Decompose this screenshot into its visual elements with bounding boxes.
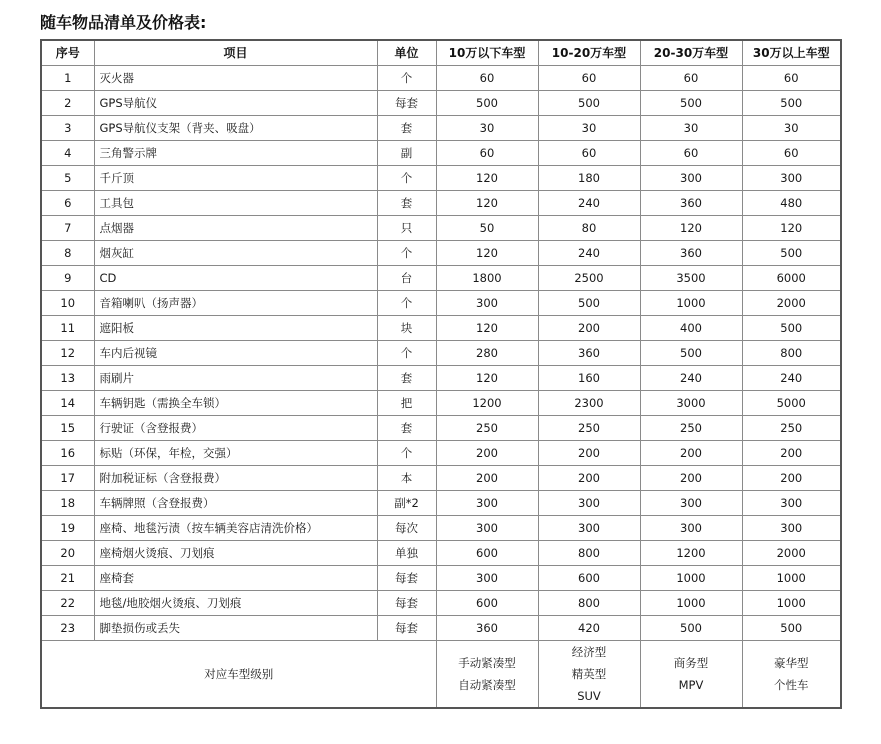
table-row	[41, 416, 841, 441]
table-row	[41, 391, 841, 416]
cell-price-tier-2: 30	[538, 116, 640, 141]
cell-no: 18	[41, 491, 94, 516]
cell-no: 15	[41, 416, 94, 441]
cell-no: 1	[41, 66, 94, 91]
cell-price-tier-3: 360	[640, 191, 742, 216]
cell-price-tier-3: 300	[640, 166, 742, 191]
cell-price-tier-4: 2000	[742, 541, 841, 566]
cell-price-tier-1: 120	[436, 316, 538, 341]
cell-price-tier-2: 240	[538, 241, 640, 266]
cell-price-tier-2: 420	[538, 616, 640, 641]
cell-price-tier-1: 360	[436, 616, 538, 641]
cell-price-tier-1: 280	[436, 341, 538, 366]
cell-price-tier-4: 300	[742, 491, 841, 516]
cell-price-tier-3: 500	[640, 91, 742, 116]
cell-price-tier-3: 200	[640, 466, 742, 491]
cell-price-tier-1: 120	[436, 241, 538, 266]
cell-price-tier-2: 2300	[538, 391, 640, 416]
cell-price-tier-1: 120	[436, 366, 538, 391]
cell-price-tier-3: 360	[640, 241, 742, 266]
cell-price-tier-4: 1000	[742, 591, 841, 616]
cell-item: 脚垫损伤或丢失	[94, 616, 377, 641]
cell-unit: 套	[377, 191, 436, 216]
cell-no: 13	[41, 366, 94, 391]
cell-unit: 只	[377, 216, 436, 241]
cell-no: 4	[41, 141, 94, 166]
cell-unit: 单独	[377, 541, 436, 566]
cell-price-tier-4: 250	[742, 416, 841, 441]
cell-price-tier-2: 300	[538, 491, 640, 516]
cell-item: 音箱喇叭（扬声器）	[94, 291, 377, 316]
cell-price-tier-4: 500	[742, 241, 841, 266]
cell-price-tier-4: 500	[742, 91, 841, 116]
cell-price-tier-1: 500	[436, 91, 538, 116]
cell-item: 遮阳板	[94, 316, 377, 341]
cell-no: 3	[41, 116, 94, 141]
cell-price-tier-2: 180	[538, 166, 640, 191]
cell-price-tier-4: 2000	[742, 291, 841, 316]
cell-item: GPS导航仪支架（背夹、吸盘）	[94, 116, 377, 141]
cell-price-tier-1: 300	[436, 291, 538, 316]
cell-item: 座椅烟火烫痕、刀划痕	[94, 541, 377, 566]
cell-price-tier-3: 3000	[640, 391, 742, 416]
header-tier-1: 10万以下车型	[436, 40, 538, 66]
cell-no: 9	[41, 266, 94, 291]
cell-item: 烟灰缸	[94, 241, 377, 266]
cell-no: 17	[41, 466, 94, 491]
cell-unit: 每套	[377, 566, 436, 591]
cell-price-tier-1: 300	[436, 566, 538, 591]
cell-item: 车内后视镜	[94, 341, 377, 366]
cell-unit: 个	[377, 241, 436, 266]
cell-item: 地毯/地胶烟火烫痕、刀划痕	[94, 591, 377, 616]
cell-unit: 个	[377, 441, 436, 466]
cell-item: 座椅、地毯污渍（按车辆美容店清洗价格）	[94, 516, 377, 541]
cell-price-tier-1: 50	[436, 216, 538, 241]
cell-price-tier-1: 250	[436, 416, 538, 441]
cell-price-tier-2: 200	[538, 441, 640, 466]
cell-price-tier-2: 500	[538, 91, 640, 116]
footer-tier-2	[538, 641, 640, 709]
cell-price-tier-1: 120	[436, 166, 538, 191]
cell-unit: 套	[377, 416, 436, 441]
table-row	[41, 366, 841, 391]
table-row	[41, 316, 841, 341]
price-table	[40, 39, 842, 709]
header-no: 序号	[41, 40, 94, 66]
cell-price-tier-2: 160	[538, 366, 640, 391]
header-tier-3: 20-30万车型	[640, 40, 742, 66]
cell-price-tier-2: 80	[538, 216, 640, 241]
cell-unit: 个	[377, 291, 436, 316]
table-row	[41, 291, 841, 316]
cell-no: 8	[41, 241, 94, 266]
footer-tier-3-line: MPV	[678, 678, 704, 692]
cell-item: 千斤顶	[94, 166, 377, 191]
cell-item: 车辆牌照（含登报费）	[94, 491, 377, 516]
cell-price-tier-4: 300	[742, 166, 841, 191]
cell-price-tier-4: 120	[742, 216, 841, 241]
table-row	[41, 566, 841, 591]
cell-price-tier-4: 60	[742, 66, 841, 91]
cell-price-tier-4: 200	[742, 441, 841, 466]
footer-tier-2-line: 精英型	[571, 667, 607, 681]
cell-price-tier-1: 600	[436, 591, 538, 616]
table-row	[41, 266, 841, 291]
cell-price-tier-3: 1000	[640, 591, 742, 616]
footer-tier-3-line: 商务型	[673, 656, 709, 670]
table-row	[41, 516, 841, 541]
table-row	[41, 191, 841, 216]
footer-tier-4	[742, 641, 841, 709]
table-row	[41, 491, 841, 516]
cell-no: 16	[41, 441, 94, 466]
footer-tier-1-line: 手动紧凑型	[458, 656, 516, 670]
cell-unit: 把	[377, 391, 436, 416]
cell-price-tier-4: 240	[742, 366, 841, 391]
cell-price-tier-2: 2500	[538, 266, 640, 291]
cell-item: 灭火器	[94, 66, 377, 91]
cell-no: 5	[41, 166, 94, 191]
cell-price-tier-2: 60	[538, 141, 640, 166]
cell-item: 行驶证（含登报费）	[94, 416, 377, 441]
cell-unit: 套	[377, 366, 436, 391]
cell-item: 点烟器	[94, 216, 377, 241]
cell-price-tier-4: 60	[742, 141, 841, 166]
cell-price-tier-3: 300	[640, 491, 742, 516]
cell-no: 14	[41, 391, 94, 416]
table-row	[41, 466, 841, 491]
table-row	[41, 241, 841, 266]
cell-unit: 每套	[377, 616, 436, 641]
cell-price-tier-3: 200	[640, 441, 742, 466]
cell-item: 雨刷片	[94, 366, 377, 391]
cell-unit: 台	[377, 266, 436, 291]
cell-no: 6	[41, 191, 94, 216]
table-row	[41, 91, 841, 116]
cell-price-tier-3: 300	[640, 516, 742, 541]
cell-price-tier-4: 6000	[742, 266, 841, 291]
cell-price-tier-1: 30	[436, 116, 538, 141]
cell-price-tier-3: 250	[640, 416, 742, 441]
cell-price-tier-2: 60	[538, 66, 640, 91]
cell-price-tier-3: 1000	[640, 291, 742, 316]
cell-unit: 本	[377, 466, 436, 491]
footer-tier-3	[640, 641, 742, 709]
cell-item: 车辆钥匙（需换全车锁）	[94, 391, 377, 416]
cell-price-tier-1: 60	[436, 141, 538, 166]
cell-price-tier-2: 800	[538, 541, 640, 566]
cell-price-tier-4: 300	[742, 516, 841, 541]
cell-price-tier-4: 30	[742, 116, 841, 141]
cell-no: 23	[41, 616, 94, 641]
table-row	[41, 591, 841, 616]
cell-price-tier-3: 120	[640, 216, 742, 241]
cell-price-tier-2: 800	[538, 591, 640, 616]
cell-price-tier-1: 60	[436, 66, 538, 91]
cell-item: 三角警示牌	[94, 141, 377, 166]
cell-no: 22	[41, 591, 94, 616]
table-row	[41, 216, 841, 241]
cell-price-tier-2: 360	[538, 341, 640, 366]
cell-price-tier-4: 5000	[742, 391, 841, 416]
cell-price-tier-4: 800	[742, 341, 841, 366]
cell-price-tier-2: 250	[538, 416, 640, 441]
table-row	[41, 141, 841, 166]
cell-item: 工具包	[94, 191, 377, 216]
cell-unit: 个	[377, 66, 436, 91]
cell-price-tier-2: 600	[538, 566, 640, 591]
cell-no: 20	[41, 541, 94, 566]
cell-price-tier-3: 30	[640, 116, 742, 141]
footer-tier-2-line: 经济型	[571, 645, 607, 659]
cell-price-tier-3: 3500	[640, 266, 742, 291]
cell-price-tier-1: 200	[436, 466, 538, 491]
cell-unit: 个	[377, 341, 436, 366]
cell-no: 2	[41, 91, 94, 116]
page-title: 随车物品清单及价格表:	[40, 13, 207, 32]
cell-no: 10	[41, 291, 94, 316]
footer-tier-1	[436, 641, 538, 709]
header-unit: 单位	[377, 40, 436, 66]
table-row	[41, 66, 841, 91]
cell-price-tier-1: 120	[436, 191, 538, 216]
header-item: 项目	[94, 40, 377, 66]
cell-price-tier-1: 300	[436, 491, 538, 516]
cell-unit: 个	[377, 166, 436, 191]
footer-tier-1-line: 自动紧凑型	[458, 678, 516, 692]
cell-price-tier-3: 60	[640, 66, 742, 91]
header-tier-4: 30万以上车型	[742, 40, 841, 66]
cell-unit: 副*2	[377, 491, 436, 516]
table-row	[41, 441, 841, 466]
cell-price-tier-2: 500	[538, 291, 640, 316]
cell-price-tier-4: 500	[742, 316, 841, 341]
cell-price-tier-2: 240	[538, 191, 640, 216]
cell-price-tier-1: 300	[436, 516, 538, 541]
cell-no: 7	[41, 216, 94, 241]
table-row	[41, 341, 841, 366]
cell-price-tier-2: 300	[538, 516, 640, 541]
footer-row	[41, 641, 841, 709]
header-tier-2: 10-20万车型	[538, 40, 640, 66]
cell-unit: 副	[377, 141, 436, 166]
cell-price-tier-3: 500	[640, 616, 742, 641]
cell-price-tier-2: 200	[538, 466, 640, 491]
cell-price-tier-4: 200	[742, 466, 841, 491]
cell-item: 标贴（环保，年检，交强）	[94, 441, 377, 466]
cell-price-tier-3: 240	[640, 366, 742, 391]
table-row	[41, 166, 841, 191]
cell-price-tier-1: 200	[436, 441, 538, 466]
cell-price-tier-3: 1200	[640, 541, 742, 566]
footer-tier-2-line: SUV	[577, 689, 601, 703]
cell-unit: 每套	[377, 91, 436, 116]
cell-price-tier-1: 1800	[436, 266, 538, 291]
footer-label: 对应车型级别	[41, 641, 436, 709]
cell-no: 21	[41, 566, 94, 591]
cell-unit: 每次	[377, 516, 436, 541]
cell-item: CD	[94, 266, 377, 291]
cell-price-tier-4: 1000	[742, 566, 841, 591]
footer-tier-4-line: 豪华型	[774, 656, 809, 670]
cell-item: GPS导航仪	[94, 91, 377, 116]
table-row	[41, 116, 841, 141]
cell-no: 12	[41, 341, 94, 366]
cell-price-tier-1: 1200	[436, 391, 538, 416]
cell-price-tier-1: 600	[436, 541, 538, 566]
cell-item: 座椅套	[94, 566, 377, 591]
cell-price-tier-4: 480	[742, 191, 841, 216]
cell-price-tier-3: 500	[640, 341, 742, 366]
cell-unit: 套	[377, 116, 436, 141]
cell-no: 19	[41, 516, 94, 541]
table-row	[41, 541, 841, 566]
cell-price-tier-3: 400	[640, 316, 742, 341]
cell-no: 11	[41, 316, 94, 341]
cell-price-tier-2: 200	[538, 316, 640, 341]
cell-price-tier-3: 60	[640, 141, 742, 166]
table-row	[41, 616, 841, 641]
header-row	[41, 40, 841, 66]
cell-price-tier-4: 500	[742, 616, 841, 641]
footer-tier-4-line: 个性车	[774, 678, 809, 692]
cell-unit: 每套	[377, 591, 436, 616]
cell-price-tier-3: 1000	[640, 566, 742, 591]
cell-unit: 块	[377, 316, 436, 341]
cell-item: 附加税证标（含登报费）	[94, 466, 377, 491]
